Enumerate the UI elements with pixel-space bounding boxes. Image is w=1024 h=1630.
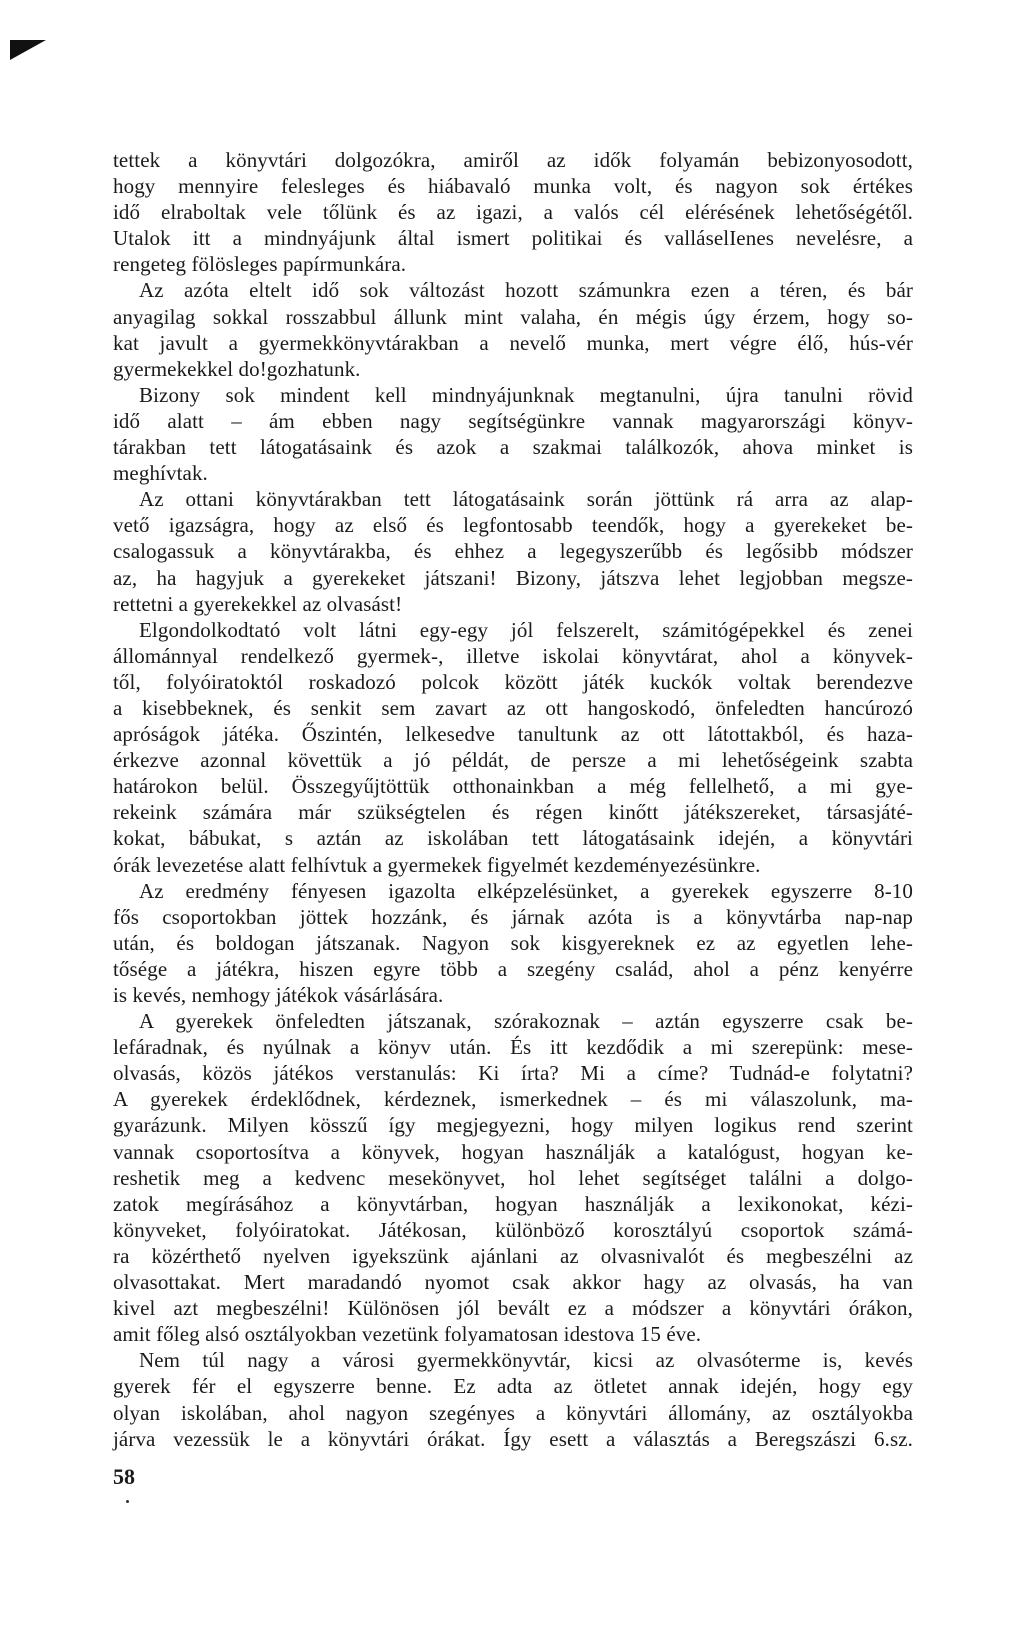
text-line: lefáradnak, és nyúlnak a könyv után. És itt kezdődik a mi szerepünk: mese- xyxy=(113,1035,913,1060)
text-line: Elgondolkodtató volt látni egy-egy jól felszerelt, számitógépekkel és zenei xyxy=(139,617,913,642)
text-line: csalogassuk a könyvtárakba, és ehhez a legegyszerűbb és legősibb módszer xyxy=(113,539,913,564)
text-line: gyermekekkel do!gozhatunk. xyxy=(113,356,361,381)
text-line: tárakban tett látogatásaink és azok a szakmai találkozók, ahova minket is xyxy=(113,435,913,460)
corner-crop-mark xyxy=(10,40,46,60)
text-line: amit főleg alsó osztályokban vezetünk folyamatosan idestova 15 éve. xyxy=(113,1322,702,1347)
text-line: Az azóta eltelt idő sok változást hozott számunkra ezen a téren, és bár xyxy=(139,278,913,303)
text-line: gyerek fér el egyszerre benne. Ez adta az ötletet annak idején, hogy egy xyxy=(113,1374,913,1399)
text-line: Az eredmény fényesen igazolta elképzelésünket, a gyerekek egyszerre 8-10 xyxy=(139,878,913,903)
text-line: olvasottakat. Mert maradandó nyomot csak akkor hagy az olvasás, ha van xyxy=(113,1270,913,1295)
text-line: Bizony sok mindent kell mindnyájunknak megtanulni, újra tanulni rövid xyxy=(139,382,913,407)
text-line: apróságok játéka. Őszintén, lelkesedve tanultunk az ott látottakból, és haza- xyxy=(113,722,913,747)
text-line: tettek a könyvtári dolgozókra, amiről az idők folyamán bebizonyosodott, xyxy=(113,148,913,172)
text-line: meghívtak. xyxy=(113,461,208,486)
text-line: a kisebbeknek, és senkit sem zavart az ott hangoskodó, önfeledten hancúrozó xyxy=(113,695,913,720)
text-line: gyarázunk. Milyen kösszű így megjegyezni, hogy milyen logikus rend szerint xyxy=(113,1113,913,1138)
text-line: fős csoportokban jöttek hozzánk, és járnak azóta is a könyvtárba nap-nap xyxy=(113,904,913,929)
text-line: kat javult a gyermekkönyvtárakban a nevelő munka, mert végre élő, hús-vér xyxy=(113,330,913,355)
text-line: órák levezetése alatt felhívtuk a gyermekek figyelmét kezdeményezésünkre. xyxy=(113,852,761,877)
text-line: rettetni a gyerekekkel az olvasást! xyxy=(113,591,403,616)
text-line: anyagilag sokkal rosszabbul állunk mint valaha, én mégis úgy érzem, hogy so- xyxy=(113,304,913,329)
text-line: is kevés, nemhogy játékok vásárlására. xyxy=(113,983,444,1007)
text-line: rengeteg fölösleges papírmunkára. xyxy=(113,252,407,277)
page-body-text xyxy=(113,147,913,1452)
text-line: vannak csoportosítva a könyvek, hogyan használják a katalógust, hogyan ke- xyxy=(113,1139,913,1164)
text-line: A gyerekek önfeledten játszanak, szórakoznak – aztán egyszerre csak be- xyxy=(139,1009,913,1034)
text-line: olvasás, közös játékos verstanulás: Ki írta? Mi a címe? Tudnád-e folytatni? xyxy=(113,1061,913,1086)
text-line: Az ottani könyvtárakban tett látogatásaink során jöttünk rá arra az alap- xyxy=(139,487,913,512)
text-line: idő alatt – ám ebben nagy segítségünkre vannak magyarországi könyv- xyxy=(113,408,913,433)
text-line: ra közérthető nyelven igyekszünk ajánlani az olvasnivalót és megbeszélni az xyxy=(113,1243,913,1268)
text-line: kivel azt megbeszélni! Különösen jól bevált ez a módszer a könyvtári órákon, xyxy=(113,1296,913,1321)
text-line: könyveket, folyóiratokat. Játékosan, különböző korosztályú csoportok számá- xyxy=(113,1217,913,1242)
text-line: érkezve azonnal követtük a jó példát, de persze a mi lehetőségeink szabta xyxy=(113,748,913,773)
text-line: határokon belül. Összegyűjtöttük otthonainkban a még fellelhető, a mi gye- xyxy=(113,774,913,799)
text-line: kokat, bábukat, s aztán az iskolában tett látogatásaink idején, a könyvtári xyxy=(113,826,913,851)
text-line: tősége a játékra, hiszen egyre több a szegény család, ahol a pénz kenyérre xyxy=(113,956,913,981)
page-number: 58 xyxy=(113,1464,135,1489)
text-line: Nem túl nagy a városi gyermekkönyvtár, kicsi az olvasóterme is, kevés xyxy=(139,1348,913,1373)
text-line: az, ha hagyjuk a gyerekeket játszani! Bizony, játszva lehet legjobban megsze- xyxy=(113,565,913,590)
text-line: rekeink számára már szükségtelen és régen kinőtt játékszereket, társasjáté- xyxy=(113,800,913,825)
text-line: járva vezessük le a könyvtári órákat. Így esett a választás a Beregszászi 6.sz. xyxy=(113,1426,913,1451)
text-line: hogy mennyire felesleges és hiábavaló munka volt, és nagyon sok értékes xyxy=(113,174,913,199)
text-line: reshetik meg a kedvenc mesekönyvet, hol lehet segítséget találni a dolgo- xyxy=(113,1165,913,1190)
text-line: idő elraboltak vele tőlünk és az igazi, a valós cél elérésének lehetőségétől. xyxy=(113,200,913,225)
text-line: zatok megírásához a könyvtárban, hogyan használják a lexikonokat, kézi- xyxy=(113,1191,913,1216)
text-line: től, folyóiratoktól roskadozó polcok között játék kuckók voltak berendezve xyxy=(113,669,913,694)
text-line: után, és boldogan játszanak. Nagyon sok kisgyereknek ez az egyetlen lehe- xyxy=(113,930,913,955)
text-line: A gyerekek érdeklődnek, kérdeznek, ismerkednek – és mi válaszolunk, ma- xyxy=(113,1087,913,1112)
text-line: Utalok itt a mindnyájunk által ismert politikai és valláselIenes nevelésre, a xyxy=(113,226,913,251)
text-line: állománnyal rendelkező gyermek-, illetve iskolai könyvtárat, ahol a könyvek- xyxy=(113,643,913,668)
text-line: vető igazságra, hogy az első és legfontosabb teendők, hogy a gyerekeket be- xyxy=(113,513,913,538)
print-speck xyxy=(126,1500,129,1503)
text-line: olyan iskolában, ahol nagyon szegényes a könyvtári állomány, az osztályokba xyxy=(113,1400,913,1425)
